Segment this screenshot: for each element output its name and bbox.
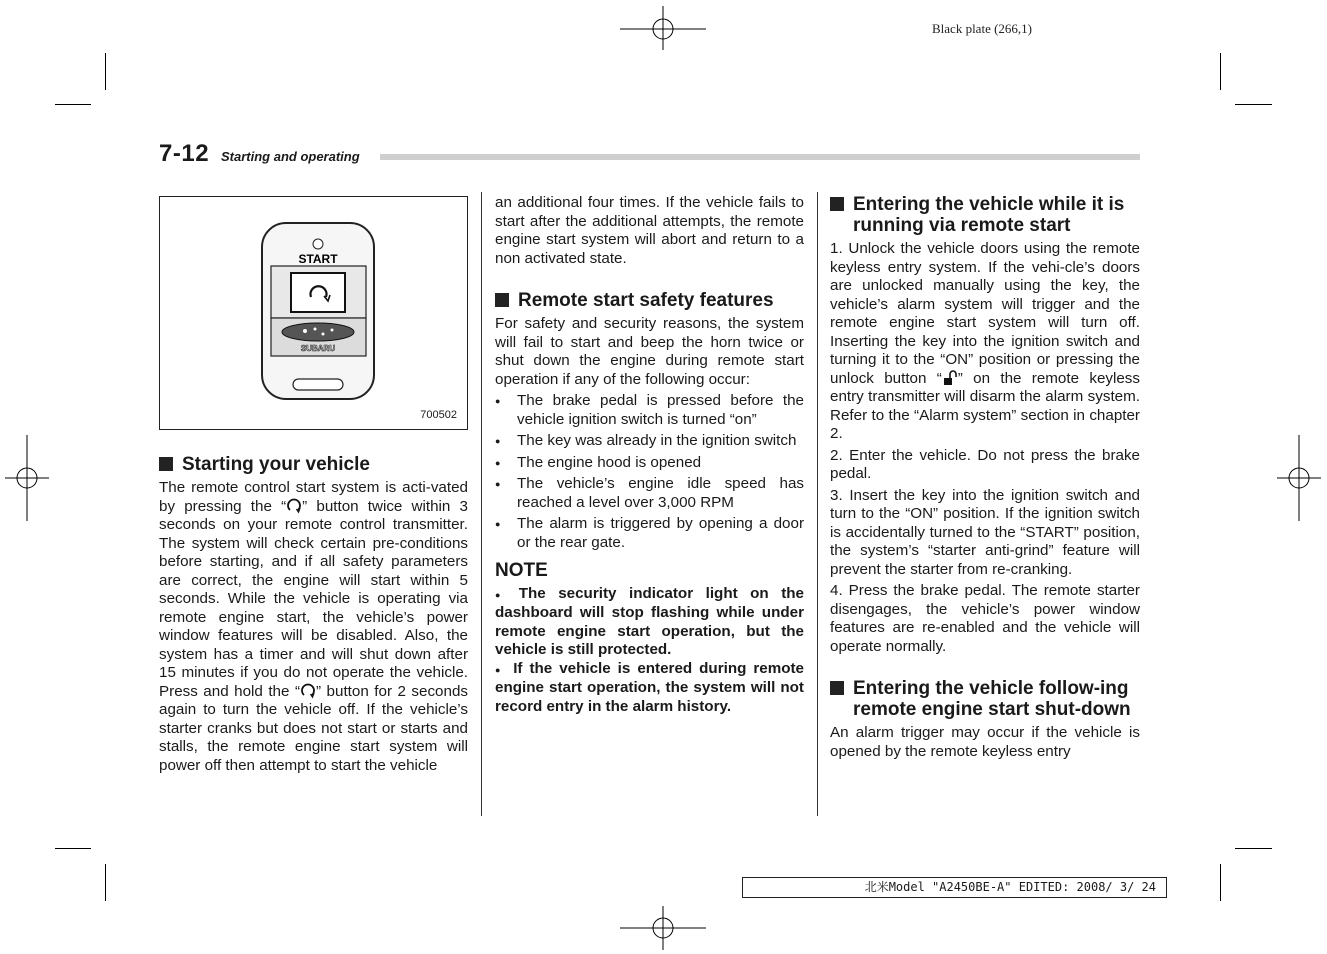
section-square-icon (495, 293, 509, 307)
remote-start-icon (286, 498, 302, 514)
crop-mark (1220, 864, 1221, 901)
registration-mark-top (620, 6, 706, 50)
paragraph-remote-start: The remote control start system is acti-vated by pressing the “ ” button twice within 3 seconds on your remote control transmitter. The system will check certain pre-conditions before starting, and if all safety parameters are correct, the engine will start within 5 seconds. While the vehicle is operating via remote engine start, the vehicle’s power window features will be disabled. Also, the system has a timer and will shut down after 15 minutes if you do not operate the vehicle. Press and hold the “ ” button for 2 seconds again to turn the vehicle off. If the vehicle’s starter cranks but does not start or starts and stalls, the remote engine start system will power off then attempt to start the vehicle (159, 479, 468, 774)
section-square-icon (830, 681, 844, 695)
column-divider (817, 192, 818, 816)
unlock-icon (942, 370, 958, 386)
column-1 (159, 454, 468, 775)
section-title: Starting and operating (221, 149, 360, 164)
section-square-icon (830, 197, 844, 211)
list-item: ● The engine hood is opened (495, 453, 702, 471)
crop-mark (1235, 848, 1272, 849)
heading-entering-after-shutdown: Entering the vehicle follow-ing remote engine start shut-down (830, 678, 1140, 720)
paragraph-continuation: an additional four times. If the vehicle fails to start after the additional attempts, the remote engine start system will abort and return to a non activated state. (495, 194, 804, 267)
registration-mark-bottom (620, 906, 706, 950)
remote-start-icon (300, 683, 316, 699)
step-3: 3. Insert the key into the ignition switch and turn to the “ON” position. If the ignition switch is accidentally turned to the “START” position, the system’s “starter anti-grind” feature will prevent the starter from re-cranking. (830, 486, 1140, 578)
page-number: 7-12 (159, 140, 210, 167)
step-2: 2. Enter the vehicle. Do not press the brake pedal. (830, 446, 1140, 482)
note-item: ● If the vehicle is entered during remote engine start operation, the system will not record entry in the alarm history. (495, 659, 805, 715)
crop-mark (105, 53, 106, 90)
header-rule (380, 154, 1140, 160)
heading-starting-vehicle: Starting your vehicle (159, 454, 468, 475)
bullet-icon: ● (495, 664, 504, 675)
section-square-icon (159, 457, 173, 471)
list-item: ● The key was already in the ignition switch (495, 432, 797, 449)
column-2 (495, 194, 804, 716)
note-heading: NOTE (495, 560, 548, 581)
heading-safety-features: Remote start safety features (495, 290, 804, 311)
crop-mark (55, 104, 91, 105)
list-item: ● The alarm is triggered by opening a door or the rear gate. (495, 515, 804, 551)
remote-transmitter-figure (159, 196, 468, 430)
heading-entering-running: Entering the vehicle while it is running via remote start (830, 194, 1140, 236)
brand-label: SUBARU (300, 344, 336, 353)
note-block (495, 585, 804, 717)
paragraph-alarm-trigger: An alarm trigger may occur if the vehicle is opened by the remote keyless entry (830, 724, 1140, 760)
registration-mark-left (5, 435, 49, 521)
step-1: 1. Unlock the vehicle doors using the remote keyless entry system. If the vehi-cle’s doors are unlocked manually using the key, the vehicle’s alarm system will trigger and the remote engine start system will turn off. Inserting the key into the ignition switch and turning it to the “ON” position or pressing the unlock button “ ” on the remote keyless entry transmitter will disarm the alarm system. Refer to the “Alarm system” section in chapter 2. (830, 240, 1140, 442)
bullet-icon: ● (495, 396, 501, 406)
bullet-icon: ● (495, 457, 501, 468)
column-3 (830, 194, 1140, 761)
column-divider (481, 192, 482, 816)
footer-edit-stamp: 北米Model "A2450BE-A" EDITED: 2008/ 3/ 24 (742, 877, 1167, 898)
plate-label: Black plate (266,1) (932, 21, 1032, 36)
list-item: ● The vehicle’s engine idle speed has reached a level over 3,000 RPM (495, 475, 804, 511)
crop-mark (55, 848, 91, 849)
crop-mark (1220, 53, 1221, 90)
note-item: ● The security indicator light on the dashboard will stop flashing while under remote engine start operation, but the vehicle is still protected. (495, 584, 804, 658)
figure-code: 700502 (420, 409, 457, 421)
bullet-icon: ● (495, 589, 509, 600)
bullet-icon: ● (495, 436, 501, 446)
registration-mark-right (1277, 435, 1321, 521)
step-4: 4. Press the brake pedal. The remote starter disengages, the vehicle’s power window features are re-enabled and the vehicle will operate normally. (830, 582, 1140, 655)
bullet-icon: ● (495, 519, 501, 529)
crop-mark (105, 864, 106, 901)
remote-transmitter-illustration (160, 197, 469, 431)
crop-mark (1235, 104, 1272, 105)
list-item: ● The brake pedal is pressed before the vehicle ignition switch is turned “on” (495, 392, 804, 428)
bullet-icon: ● (495, 479, 501, 489)
paragraph-safety-intro: For safety and security reasons, the system will fail to start and beep the horn twice or shut down the engine during remote start operation if any of the following occur: (495, 315, 804, 388)
start-label: START (298, 252, 338, 266)
